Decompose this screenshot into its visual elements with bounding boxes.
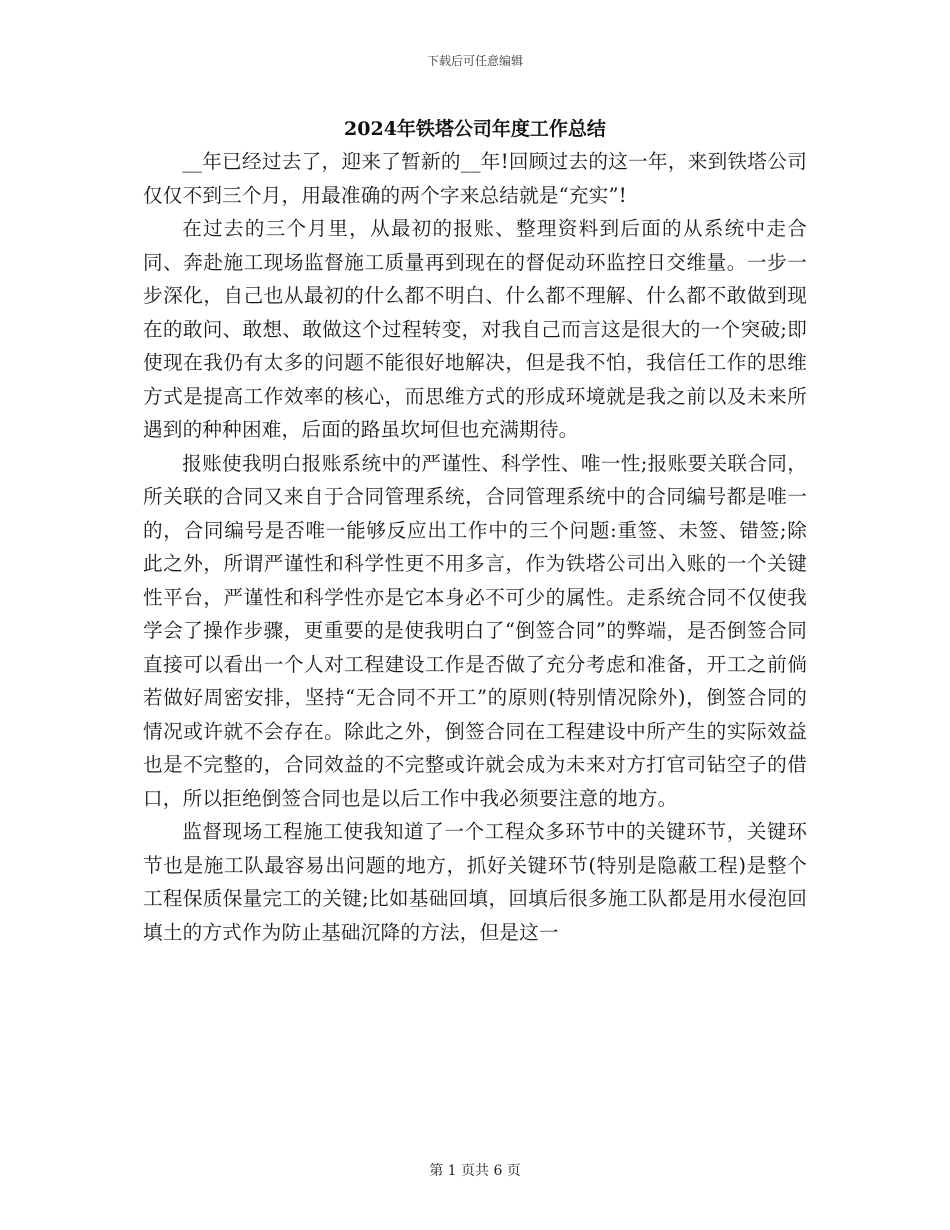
document-body <box>143 145 807 949</box>
paragraph-2: 在过去的三个月里，从最初的报账、整理资料到后面的从系统中走合同、奔赴施工现场监督施工质量再到现在的督促动环监控日交维量。一步一步深化，自己也从最初的什么都不明白、什么都不理解、什么都不敢做到现在的敢问、敢想、敢做这个过程转变，对我自己而言这是很大的一个突破;即使现在我仍有太多的问题不能很好地解决，但是我不怕，我信任工作的思维方式是提高工作效率的核心，而思维方式的形成环境就是我之前以及未来所遇到的种种困难，后面的路虽坎坷但也充满期待。 <box>143 217 807 441</box>
paragraph-1: __年已经过去了，迎来了暂新的__年!回顾过去的这一年，来到铁塔公司仅仅不到三个月，用最准确的两个字来总结就是“充实”! <box>143 150 807 207</box>
paragraph-3: 报账使我明白报账系统中的严谨性、科学性、唯一性;报账要关联合同，所关联的合同又来自于合同管理系统，合同管理系统中的合同编号都是唯一的，合同编号是否唯一能够反应出工作中的三个问题:重签、未签、错签;除此之外，所谓严谨性和科学性更不用多言，作为铁塔公司出入账的一个关键性平台，严谨性和科学性亦是它本身必不可少的属性。走系统合同不仅使我学会了操作步骤，更重要的是使我明白了“倒签合同”的弊端，是否倒签合同直接可以看出一个人对工程建设工作是否做了充分考虑和准备，开工之前倘若做好周密安排，坚持“无合同不开工”的原则(特别情况除外)，倒签合同的情况或许就不会存在。除此之外，倒签合同在工程建设中所产生的实际效益也是不完整的，合同效益的不完整或许就会成为未来对方打官司钻空子的借口，所以拒绝倒签合同也是以后工作中我必须要注意的地方。 <box>143 451 807 810</box>
page-number: 第 1 页共 6 页 <box>429 1163 521 1179</box>
paragraph-4: 监督现场工程施工使我知道了一个工程众多环节中的关键环节，关键环节也是施工队最容易出问题的地方，抓好关键环节(特别是隐蔽工程)是整个工程保质保量完工的关键;比如基础回填，回填后很多施工队都是用水侵泡回填土的方式作为防止基础沉降的方法，但是这一 <box>143 820 807 944</box>
document-title: 2024年铁塔公司年度工作总结 <box>344 118 606 140</box>
page-header-note: 下载后可任意编辑 <box>426 54 523 68</box>
